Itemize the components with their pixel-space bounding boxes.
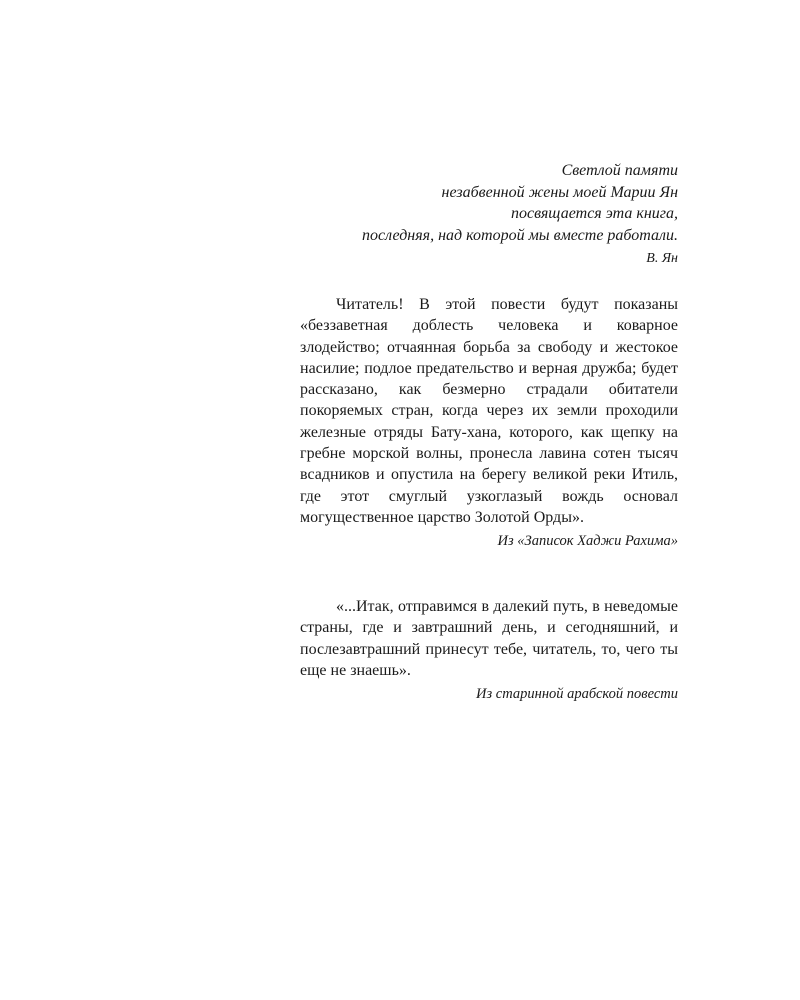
dedication-signature: В. Ян <box>646 251 678 266</box>
epigraph-arabic-text: «...Итак, отправимся в далекий путь, в неведомые страны, где и завтрашний день, и сегодняшний, и послезавтрашний принесут тебе, читатель, то, чего ты еще не знаешь». <box>300 598 678 679</box>
dedication-line-4: последняя, над которой мы вместе работали. <box>362 226 678 244</box>
epigraph-reader-source: Из «Записок Хаджи Рахима» <box>497 533 678 550</box>
epigraph-reader <box>300 294 678 553</box>
dedication-line-1: Светлой памяти <box>561 162 678 179</box>
epigraph-arabic <box>300 596 678 705</box>
dedication-line-2: незабвенной жены моей Марии Ян <box>441 183 678 201</box>
epigraph-reader-text: Читатель! В этой повести будут показаны «беззаветная доблесть человека и коварное злодейство; отчаянная борьба за свободу и жестокое насилие; подлое предательство и верная дружба; будет рассказано, как безмерно страдали обитатели покоряемых стран, когда через их земли проходили железные отряды Бату-хана, которого, как щепку на гребне морской волны, пронесла лавина сотен тысяч всадников и опустила на берегу великой реки Итиль, где этот смуглый узкоглазый вождь основал могущественное царство Золотой Орды». <box>300 296 678 526</box>
dedication <box>240 160 678 270</box>
epigraph-arabic-source: Из старинной арабской повести <box>476 686 678 703</box>
dedication-line-3: посвящается эта книга, <box>511 205 678 222</box>
